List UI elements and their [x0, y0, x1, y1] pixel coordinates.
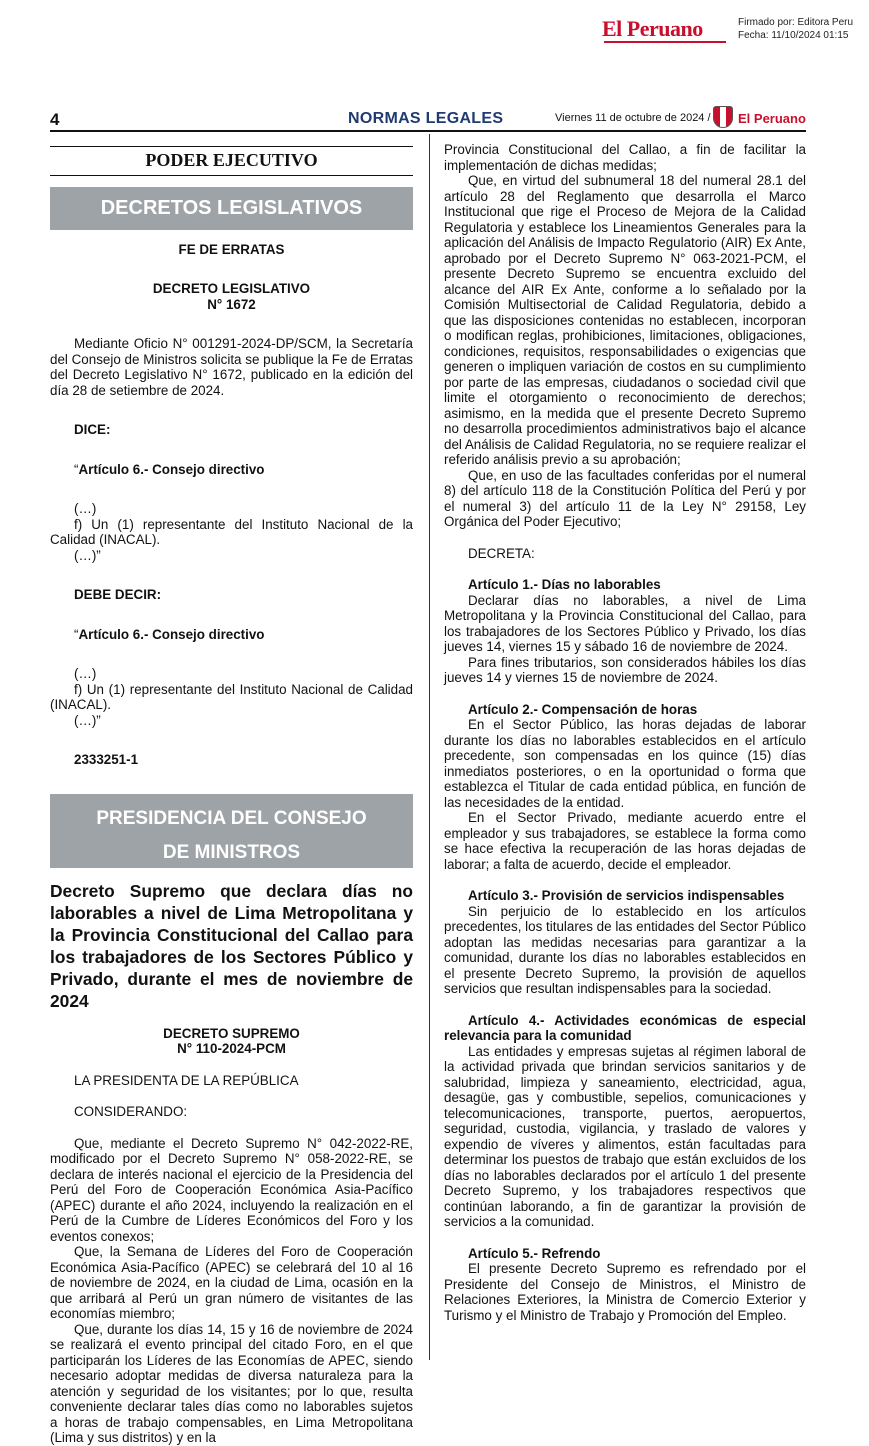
ellipsis-open: (…) — [74, 501, 97, 516]
article-4-p1: Las entidades y empresas sujetas al régimen laboral de la actividad privada que brindan servicios sanitarios y de salubridad, limpieza y saneamiento, electricidad, agua, desagüe, gas y combustible, sepelios, comunicaciones y telecomunicaciones, transporte, puertos, aeropuertos, seguridad, custodia, vigilancia, y traslado de valores y expendio de víveres y alimentos, están facultadas para determinar los puestos de trabajo que están excluidos de los días no laborables declarados por el artículo 1 del presente Decreto Supremo, y los trabajadores respectivos que continúan laborando, a fin de garantizar la provisión de servicios a la comunidad. — [444, 1043, 806, 1229]
column-divider — [429, 134, 430, 1360]
signature-info — [738, 16, 853, 42]
logo-underline — [604, 41, 726, 43]
article-5-title: Artículo 5.- Refrendo — [468, 1245, 601, 1261]
decree-title: Decreto Supremo que declara días no laborables a nivel de Lima Metropolitana y la Provincia Constitucional del Callao para los trabajadores de los Sectores Público y Privado, durante el mes de noviembre de 2024 — [50, 880, 413, 1011]
right-column — [444, 142, 806, 1323]
debe-decir-label: DEBE DECIR: — [74, 587, 162, 602]
ds-label-line2: N° 110-2024-PCM — [177, 1041, 286, 1056]
ellipsis-close: (…)” — [74, 712, 101, 728]
el-peruano-logo: El Peruano — [602, 16, 703, 41]
category-band: DECRETOS LEGISLATIVOS — [50, 187, 413, 230]
considerando-label: CONSIDERANDO: — [74, 1104, 188, 1119]
article-3-p1: Sin perjuicio de lo establecido en los artículos precedentes, los titulares de las entidades del Sector Público adoptan las medidas necesarias para garantizar a la comunidad, durante los días no laborables establecidos en el presente Decreto Supremo, la provisión de aquellos servicios que resultan indispensables para la sociedad. — [444, 903, 806, 996]
dice-label: DICE: — [74, 422, 111, 437]
article-quote-1 — [50, 462, 413, 478]
band-line-1: PRESIDENCIA DEL CONSEJO — [96, 807, 367, 829]
issue-date: Viernes 11 de octubre de 2024 / — [555, 112, 711, 124]
decreto-heading-line2: N° 1672 — [207, 296, 256, 312]
left-column — [50, 146, 413, 1446]
erratas-intro: Mediante Oficio N° 001291-2024-DP/SCM, la Secretaría del Consejo de Ministros solicita se publique la Fe de Erratas del Decreto Legislativo N° 1672, publicado en la edición del día 28 de setiembre de 2024. — [50, 336, 413, 398]
signature-stamp — [602, 14, 862, 44]
decreto-heading-line1: DECRETO LEGISLATIVO — [152, 281, 311, 296]
header-rule — [50, 130, 806, 132]
article-5-p1: El presente Decreto Supremo es refrendado por el Presidente del Consejo de Ministros, el Ministro de Relaciones Exteriores, la Ministra de Comercio Exterior y Turismo y el Ministro de Trabajo y Promoción del Empleo. — [444, 1261, 806, 1323]
article-quote-2 — [50, 627, 413, 643]
signature-date: Fecha: 11/10/2024 01:15 — [738, 30, 849, 41]
ds-label-line1: DECRETO SUPREMO — [163, 1025, 300, 1041]
considerando-p4: Que, en virtud del subnumeral 18 del numeral 28.1 del artículo 28 del Reglamento que desarrolla el Marco Institucional que rige el Proceso de Mejora de la Calidad Regulatoria y establece los Lineamientos Generales para la aplicación del Análisis de Impacto Regulatorio (AIR) Ex Ante, aprobado por el Decreto Supremo N° 063-2021-PCM, el presente Decreto Supremo se encuentra excluido del alcance del AIR Ex Ante, conforme a lo señalado por la Comisión Multisectorial de Calidad Regulatoria, debido a que las disposiciones contenidas no establecen, incorporan o modifican reglas, prohibiciones, limitaciones, obligaciones, condiciones, requisitos, responsabilidades o exigencias que generen o impliquen variación de costos en su cumplimiento por parte de las empresas, ciudadanos o sociedad civil que limite el otorgamiento o reconocimiento de derechos; asimismo, en la medida que el presente Decreto Supremo no desarrolla procedimientos administrativos bajo el alcance del Análisis de Calidad Regulatoria, no se requiere realizar el referido análisis previo a su aprobación; — [444, 173, 806, 467]
article-3-title: Artículo 3.- Provisión de servicios indispensables — [468, 888, 785, 903]
fe-erratas-heading: FE DE ERRATAS — [178, 241, 285, 257]
section-title: NORMAS LEGALES — [348, 110, 504, 127]
article-1-title: Artículo 1.- Días no laborables — [468, 577, 661, 592]
quote-mark: “ — [74, 626, 79, 642]
ellipsis-open: (…) — [74, 666, 97, 681]
presidenta-line: LA PRESIDENTA DE LA REPÚBLICA — [74, 1072, 299, 1088]
considerando-p2: Que, la Semana de Líderes del Foro de Cooperación Económica Asia-Pacífico (APEC) se celebrará del 10 al 16 de noviembre de 2024, en la ciudad de Lima, ocasión en la que arribará al Perú un gran número de visitantes de las economías miembro; — [50, 1244, 413, 1321]
quote-mark: “ — [74, 461, 79, 477]
item-f-original: f) Un (1) representante del Instituto Nacional de la Calidad (INACAL). — [50, 516, 413, 547]
publication-code: 2333251-1 — [74, 752, 139, 767]
article-1-p2: Para fines tributarios, son considerados hábiles los días jueves 14 y viernes 15 de noviembre de 2024. — [444, 654, 806, 685]
article-4-title: Artículo 4.- Actividades económicas de especial relevancia para la comunidad — [444, 1012, 806, 1043]
category-band — [50, 794, 413, 868]
signed-by: Firmado por: Editora Peru — [738, 17, 854, 28]
considerando-p3: Que, durante los días 14, 15 y 16 de noviembre de 2024 se realizará el evento principal del citado Foro, en el que participarán los Líderes de las Economías de APEC, siendo necesario adoptar medidas de diversa naturaleza para la atención y seguridad de los visitantes; por lo que, resulta conveniente declarar tales días como no laborables sujetos a horas de trabajo compensables, en Lima Metropolitana (Lima y sus distritos) y en la — [50, 1321, 413, 1445]
article-2-title: Artículo 2.- Compensación de horas — [468, 701, 698, 717]
ellipsis-close: (…)” — [74, 547, 101, 563]
article-2-p1: En el Sector Público, las horas dejadas de laborar durante los días no laborables establecidos en el artículo precedente, son compensadas en los quince (15) días inmediatos posteriores, o en la oportunidad o forma que establezca el Titular de cada entidad pública, en función de las necesidades de la entidad. — [444, 717, 806, 810]
band-line-2: DE MINISTROS — [162, 841, 301, 863]
considerando-p1: Que, mediante el Decreto Supremo N° 042-2022-RE, modificado por el Decreto Supremo N° 058-2022-RE, se declara de interés nacional el ejercicio de la Presidencia del Perú del Foro de Cooperación Económica Asia-Pacífico (APEC) durante el año 2024, incluyendo la realización en el Perú de la Cumbre de Líderes Económicos del Foro y los eventos conexos; — [50, 1135, 413, 1244]
considerando-p5: Que, en uso de las facultades conferidas por el numeral 8) del artículo 118 de la Constitución Política del Perú y por el numeral 3) del artículo 11 de la Ley N° 29158, Ley Orgánica del Poder Ejecutivo; — [444, 467, 806, 529]
article-6-title: Artículo 6.- Consejo directivo — [78, 461, 265, 477]
article-2-p2: En el Sector Privado, mediante acuerdo entre el empleador y sus trabajadores, se establece la forma como se hace efectiva la recuperación de las horas dejadas de laborar; a falta de acuerdo, decide el empleador. — [444, 810, 806, 872]
item-f-corrected: f) Un (1) representante del Instituto Nacional de Calidad (INACAL). — [50, 681, 413, 712]
continuation-paragraph: Provincia Constitucional del Callao, a fin de facilitar la implementación de dichas medidas; — [444, 142, 806, 173]
section-heading: PODER EJECUTIVO — [50, 146, 413, 176]
coat-of-arms-icon — [713, 106, 733, 128]
article-1-p1: Declarar días no laborables, a nivel de Lima Metropolitana y la Provincia Constitucional del Callao, para los trabajadores de los Sectores Público y Privado, los días jueves 14, viernes 15 y sábado 16 de noviembre de 2024. — [444, 592, 806, 654]
page-header — [50, 108, 806, 130]
header-logo: El Peruano — [738, 111, 806, 126]
article-6-title: Artículo 6.- Consejo directivo — [78, 626, 265, 642]
decreta-label: DECRETA: — [468, 545, 535, 561]
page-number: 4 — [50, 110, 60, 129]
